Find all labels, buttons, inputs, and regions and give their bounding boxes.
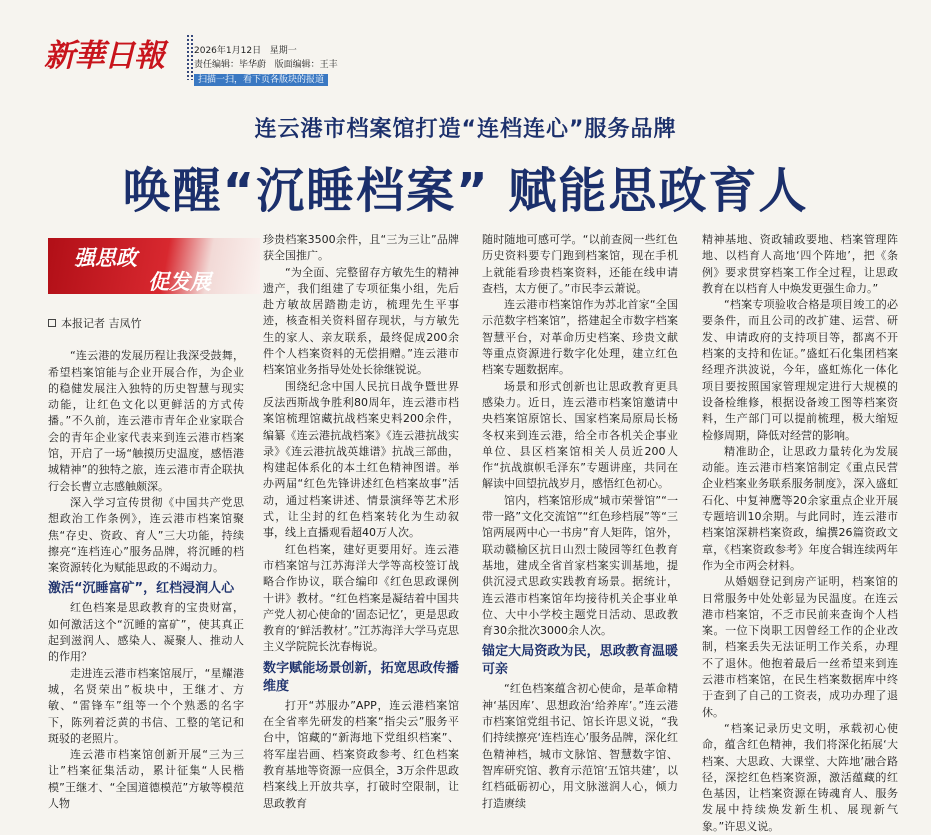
column-body (482, 232, 678, 812)
byline (48, 316, 244, 332)
kicker-headline: 连云港市档案馆打造“连档连心”服务品牌 (254, 117, 677, 142)
paragraph: 围绕纪念中国人民抗日战争暨世界反法西斯战争胜利80周年，连云港市档案馆梳理馆藏抗战档案史料200余件，编纂《连云港抗战档案》《连云港抗战实录》《连云港抗战英雄谱》抗战三部曲，构建起体系化的本土红色精神图谱。举办两届“红色先锋讲述红色档案故事”活动，通过档案讲述、情景演绎等艺术形式，让尘封的红色档案转化为生动叙事，线上直播观看超40万人次。 (263, 379, 459, 540)
paragraph: 珍贵档案3500余件，且“三为三让”品牌获全国推广。 (263, 233, 459, 263)
paragraph: 红色档案，建好更要用好。连云港市档案馆与江苏海洋大学等高校签订战略合作协议，联合编印《红色思政课例十讲》教材。“红色档案是凝结着中国共产党人初心使命的‘固态记忆’，更是思政教育的‘鲜活教材’。”江苏海洋大学马克思主义学院院长沈春梅说。 (263, 542, 459, 654)
paragraph: 从婚姻登记到房产证明，档案馆的日常服务中处处彰显为民温度。在连云港市档案馆，不乏市民前来查询个人档案。一位下岗职工因曾经工作的企业改制，档案丢失无法证明工作关系，办理不了退休。他抱着最后一丝希望来到连云港市档案馆，在民生档案数据库中终于查到了自己的工资表，成功办理了退休。 (702, 575, 898, 719)
paragraph: 精神基地、资政辅政要地、档案管理阵地、以档育人高地‘四个阵地’，把《条例》要求贯穿档案工作全过程，让思政教育在以档育人中焕发更强生命力。” (702, 233, 898, 295)
paragraph: 深入学习宣传贯彻《中国共产党思想政治工作条例》，连云港市档案馆聚焦“存史、资政、育人”三大功能，持续擦亮“连档连心”服务品牌，将沉睡的档案资源转化为赋能思政的不竭动力。 (48, 495, 244, 575)
square-icon (48, 319, 56, 327)
paragraph: 精准助企，让思政力量转化为发展动能。连云港市档案馆制定《重点民营企业档案业务联系服务制度》，深入盛虹石化、中复神鹰等20余家重点企业开展专题培训10余期。与此同时，连云港市档案馆深耕档案资政，编撰26篇资政文章，《档案资政参考》年度合辑连续两年作为全市两会材料。 (702, 444, 898, 572)
paragraph: “连云港的发展历程让我深受鼓舞，希望档案馆能与企业开展合作，为企业的稳健发展注入独特的历史智慧与现实动能，让红色文化以更鲜活的方式传播。”不久前，连云港市青年企业家联合会的青年企业家代表来到连云港市档案馆，开启了一场“触摸历史温度，感悟港城精神”的独特之旅，连云港市青企联执行会长曹立志感触颇深。 (48, 349, 244, 493)
masthead (0, 0, 931, 96)
issue-weekday: 星期一 (269, 46, 297, 56)
paragraph: 红色档案是思政教育的宝贵财富，如何激活这个“沉睡的富矿”，使其真正起到滋润人、感染人、凝聚人、推动人的作用？ (48, 601, 244, 664)
issue-date: 2026年1月12日 (194, 46, 262, 56)
article-column-1 (48, 316, 244, 811)
editor-row (194, 58, 338, 72)
paragraph: “红色档案蕴含初心使命，是革命精神‘基因库’、思想政治‘给养库’。”连云港市档案馆党组书记、馆长许思义说，“我们持续擦亮‘连档连心’服务品牌，深化红色精神档，城市文脉馆、智慧数字馆、智库研究馆、教育示范馆‘五馆共建’，以红档砥砺初心，用文脉滋润人心，倾力打造赓续 (482, 682, 678, 810)
banner-line-1: 强思政 (74, 246, 137, 270)
paragraph: “档案专项验收合格是项目竣工的必要条件，而且公司的改扩建、运营、研发、申请政府的支持项目等，都离不开档案的支持和佐证。”盛虹石化集团档案经理齐洪波说，今年，盛虹炼化一体化项目要按照国家管理规定进行大规模的设备检维修，根据设备竣工图等档案资料，生产部门可以提前梳理，极大缩短检修周期，降低对经营的影响。 (702, 298, 898, 442)
column-body (48, 348, 244, 812)
section-heading: 数字赋能场景创新，拓宽思政传播维度 (263, 660, 459, 694)
paragraph: 随时随地可感可学。“以前查阅一些红色历史资料要专门跑到档案馆，现在手机上就能看珍贵档案资料，还能在线申请查档，太方便了。”市民李云萧说。 (482, 233, 678, 295)
column-body (263, 232, 459, 812)
scan-bar[interactable]: 扫描一扫，看下页各版块的报道 (194, 74, 328, 86)
paragraph: 场景和形式创新也让思政教育更具感染力。近日，连云港市档案馆邀请中央档案馆原馆长、国家档案局原局长杨冬权来到连云港，给全市各机关企事业单位、县区档案馆相关人员近200人作“抗战旗帜毛泽东”专题讲座，共同在解读中回望抗战岁月，感悟红色初心。 (482, 379, 678, 491)
edition-meta (194, 44, 338, 87)
paragraph: 连云港市档案馆创新开展“三为三让”档案征集活动，累计征集“人民楷模”王继才、“全国道德模范”方敏等模范人物 (48, 748, 244, 811)
paragraph: 走进连云港市档案馆展厅，“星耀港城，名贤荣出”板块中，王继才、方敏、“雷锋车”组等一个个熟悉的名字下，陈列着泛黄的书信、工整的笔记和斑驳的老照片。 (48, 666, 244, 745)
paragraph: “档案记录历史文明，承载初心使命，蕴含红色精神，我们将深化拓展‘大档案、大思政、大课堂、大阵地’融合路径，深挖红色档案资源，激活蕴藏的红色基因，让档案资源在铸魂育人、服务发展中持续焕发新生机、展现新气象。”许思义说。 (702, 721, 898, 833)
section-heading: 激活“沉睡富矿”，红档浸润人心 (48, 581, 235, 597)
newspaper-logo: 新華日報 (44, 38, 164, 74)
date-row (194, 44, 338, 58)
banner-line-2: 促发展 (148, 270, 211, 294)
paragraph: 连云港市档案馆作为苏北首家“全国示范数字档案馆”，搭建起全市数字档案智慧平台，对革命历史档案、珍贵文献等重点资源进行数字化处理，建立红色档案专题数据库。 (482, 298, 678, 377)
main-headline: 唤醒“沉睡档案” 赋能思政育人 (122, 163, 809, 219)
paragraph: 馆内，档案馆形成“城市荣誉馆”“一带一路”文化交流馆”“红色珍档展”等“三馆两展两中心一书房”育人矩阵，馆外，联动赣榆区抗日山烈士陵园等红色教育基地，建成全省首家档案实训基地，提供沉浸式思政实践教育场景。据统计，连云港市档案馆年均接待机关企事业单位、大中小学校主题党日活动、思政教育30余批次3000余人次。 (482, 493, 678, 638)
responsible-editor: 责任编辑：毕华蔚 (194, 60, 267, 70)
article-column-3 (482, 232, 678, 810)
layout-editor: 版面编辑：王丰 (274, 60, 338, 70)
article-column-2 (263, 232, 459, 810)
byline-text: 本报记者 吉凤竹 (61, 317, 142, 330)
paragraph: “为全面、完整留存方敏先生的精神遗产，我们组建了专项征集小组，先后赴方敏故居踏勘走访，梳理先生平事迹，核查相关资料留存现状，与方敏先生的家人、亲友联系，最终促成200余件个人档案资料的无偿捐赠。”连云港市档案馆业务指导处处长徐继锐说。 (263, 265, 459, 377)
halftone-dots-icon (186, 34, 194, 80)
section-heading: 锚定大局资政为民，思政教育温暖可亲 (482, 644, 678, 678)
column-body (702, 232, 898, 835)
article-column-4 (702, 232, 898, 833)
section-banner (48, 238, 260, 294)
paragraph: 打开“苏服办”APP，连云港档案馆在全省率先研发的档案“指尖云”服务平台中，馆藏的“新海地下党组织档案”、将军崖岩画、档案资政参考、红色档案教育基地等资源一应俱全，3万余件思政档案线上开放共享，打破时空限制，让思政教育 (263, 698, 459, 810)
